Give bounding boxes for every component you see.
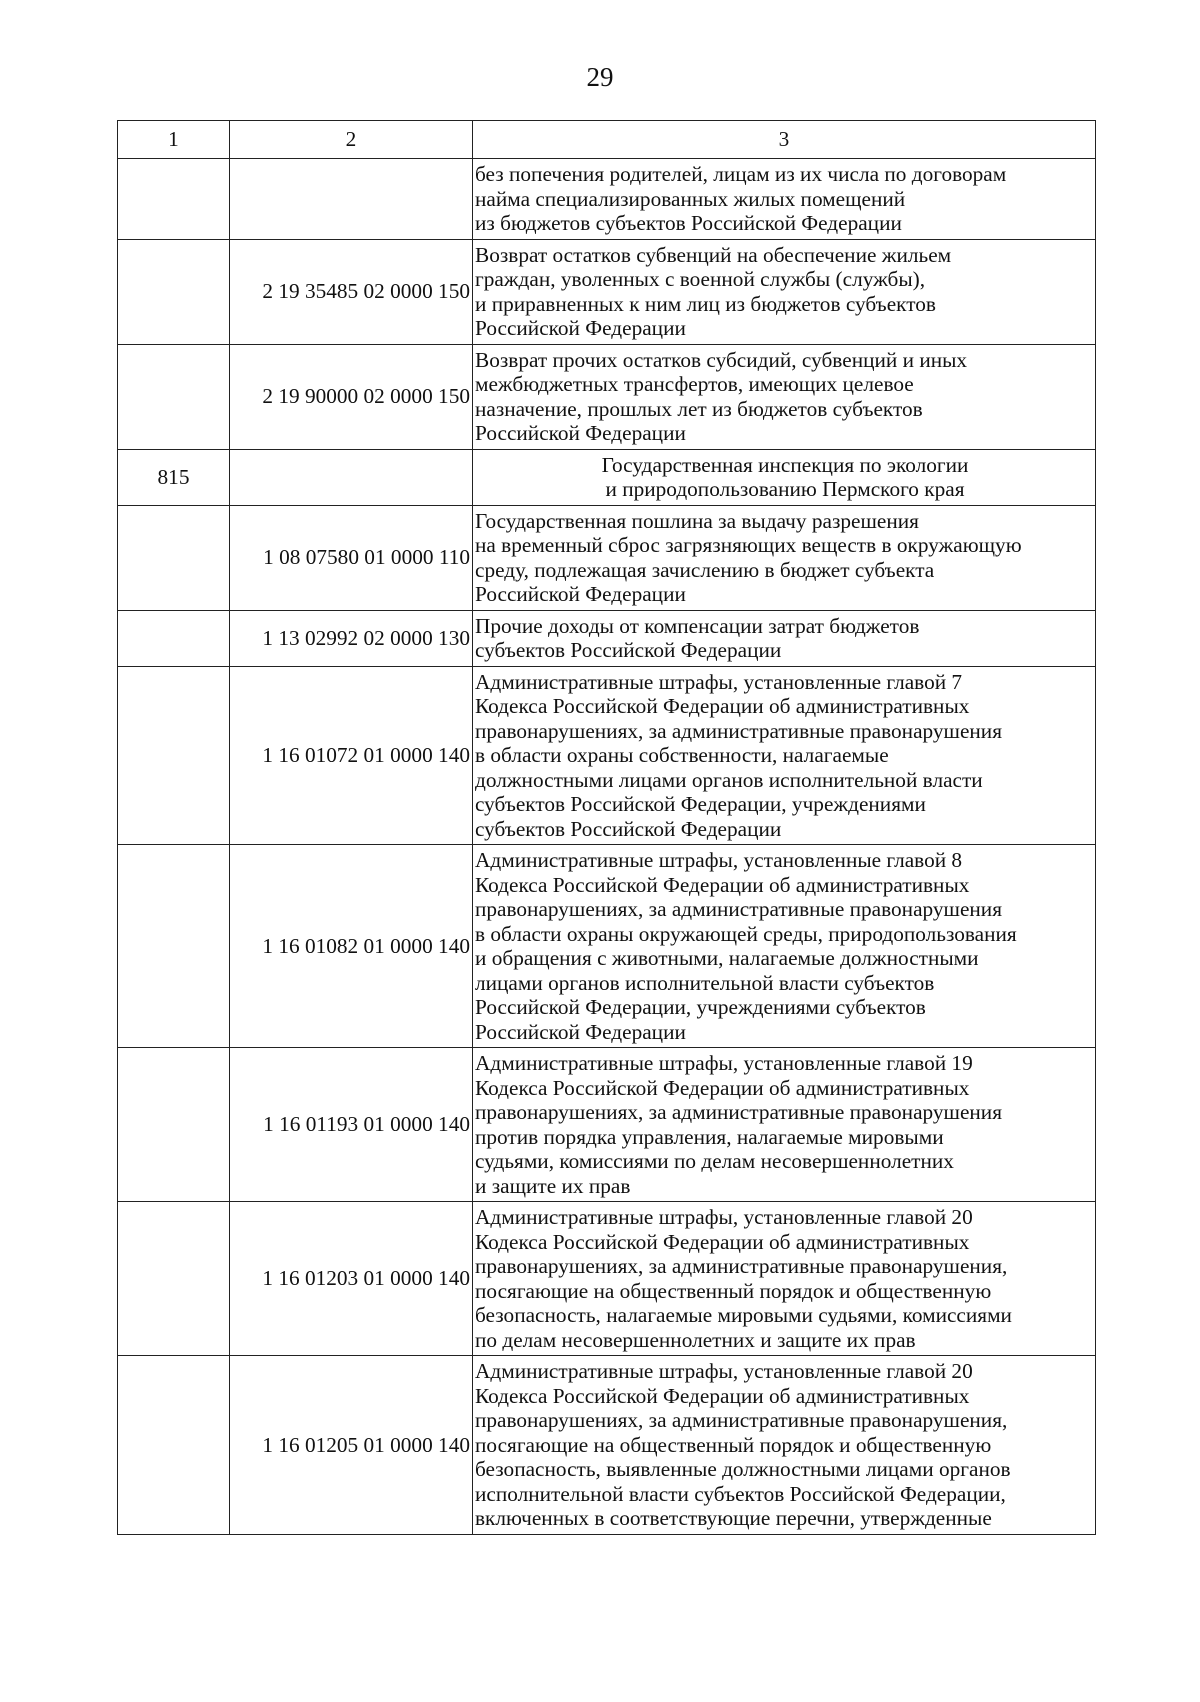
description-line: лицами органов исполнительной власти субъектов — [475, 970, 935, 995]
description-line: назначение, прошлых лет из бюджетов субъектов — [475, 396, 923, 421]
revenue-code-cell — [230, 449, 473, 505]
revenue-code-cell — [230, 159, 473, 240]
description-line: субъектов Российской Федерации — [475, 638, 782, 662]
revenue-description-cell — [473, 159, 1096, 240]
description-line: Кодекса Российской Федерации об административных — [475, 872, 970, 897]
description-line: должностными лицами органов исполнительной власти — [475, 767, 983, 792]
description-line: правонарушениях, за административные правонарушения — [475, 897, 1002, 921]
description-line: найма специализированных жилых помещений — [475, 186, 906, 211]
description-line: и природопользованию Пермского края — [605, 477, 965, 501]
description-line: посягающие на общественный порядок и общественную — [475, 1278, 992, 1303]
revenue-code-cell: 1 16 01072 01 0000 140 — [230, 666, 473, 845]
description-line: Государственная инспекция по экологии — [601, 452, 969, 477]
page-number: 29 — [586, 62, 614, 92]
description-line: и обращения с животными, налагаемые должностными — [475, 946, 979, 970]
admin-code-cell — [118, 845, 230, 1048]
description-line: Российской Федерации — [475, 1019, 686, 1044]
table-row — [118, 344, 1096, 449]
table-row — [118, 845, 1096, 1048]
revenue-code-cell: 1 13 02992 02 0000 130 — [230, 610, 473, 666]
description-line: Кодекса Российской Федерации об административных — [475, 1075, 970, 1100]
admin-code-cell — [118, 239, 230, 344]
description-line: безопасность, выявленные должностными лицами органов — [475, 1457, 1011, 1481]
table-row — [118, 1202, 1096, 1356]
revenue-codes-table — [117, 120, 1096, 1535]
description-line: граждан, уволенных с военной службы (службы), — [475, 267, 926, 291]
description-line: по делам несовершеннолетних и защите их прав — [475, 1327, 916, 1352]
column-header-2: 2 — [230, 121, 473, 159]
column-header-1: 1 — [118, 121, 230, 159]
description-line: судьями, комиссиями по делам несовершеннолетних — [475, 1149, 954, 1173]
revenue-description-cell — [473, 449, 1096, 505]
description-line: Возврат остатков субвенций на обеспечение жильем — [475, 242, 952, 267]
revenue-description-cell — [473, 666, 1096, 845]
description-line: включенных в соответствующие перечни, утвержденные — [475, 1506, 992, 1530]
description-line: безопасность, налагаемые мировыми судьями, комиссиями — [475, 1303, 1012, 1327]
description-line: без попечения родителей, лицам из их числа по договорам — [475, 162, 1007, 186]
description-line: посягающие на общественный порядок и общественную — [475, 1432, 992, 1457]
description-line: Возврат прочих остатков субсидий, субвенций и иных — [475, 347, 968, 372]
description-line: и приравненных к ним лиц из бюджетов субъектов — [475, 291, 936, 316]
description-line: Административные штрафы, установленные главой 20 — [475, 1359, 973, 1383]
revenue-description-cell — [473, 1202, 1096, 1356]
description-line: среду, подлежащая зачислению в бюджет субъекта — [475, 557, 935, 582]
description-line: правонарушениях, за административные правонарушения — [475, 1100, 1002, 1124]
description-line: субъектов Российской Федерации, учреждениями — [475, 792, 926, 816]
revenue-description-cell — [473, 1048, 1096, 1202]
description-line: Государственная пошлина за выдачу разрешения — [475, 508, 919, 533]
description-line: Административные штрафы, установленные главой 8 — [475, 848, 963, 872]
admin-code-cell — [118, 159, 230, 240]
revenue-code-cell: 1 16 01205 01 0000 140 — [230, 1356, 473, 1535]
table-row — [118, 666, 1096, 845]
revenue-description-cell — [473, 505, 1096, 610]
table-row — [118, 1356, 1096, 1535]
description-line: в области охраны собственности, налагаемые — [475, 743, 889, 767]
description-line: правонарушениях, за административные правонарушения, — [475, 1408, 1008, 1432]
description-line: Кодекса Российской Федерации об административных — [475, 1229, 970, 1254]
revenue-description-cell — [473, 239, 1096, 344]
revenue-description-cell — [473, 610, 1096, 666]
description-line: в области охраны окружающей среды, природопользования — [475, 921, 1017, 946]
description-line: и защите их прав — [475, 1173, 631, 1198]
description-line: Административные штрафы, установленные главой 19 — [475, 1051, 973, 1075]
admin-code-cell — [118, 666, 230, 845]
table-row — [118, 610, 1096, 666]
table-row — [118, 239, 1096, 344]
admin-code-cell — [118, 1202, 230, 1356]
revenue-code-cell: 1 08 07580 01 0000 110 — [230, 505, 473, 610]
description-line: Российской Федерации — [475, 582, 686, 606]
revenue-code-cell: 1 16 01193 01 0000 140 — [230, 1048, 473, 1202]
admin-code-cell: 815 — [118, 449, 230, 505]
table-header-row — [118, 121, 1096, 159]
revenue-description-cell — [473, 845, 1096, 1048]
admin-code-cell — [118, 1048, 230, 1202]
admin-code-cell — [118, 1356, 230, 1535]
description-line: Административные штрафы, установленные главой 7 — [475, 669, 963, 694]
revenue-code-cell: 1 16 01203 01 0000 140 — [230, 1202, 473, 1356]
description-line: правонарушениях, за административные правонарушения, — [475, 1254, 1008, 1278]
description-line: правонарушениях, за административные правонарушения — [475, 718, 1002, 743]
table-row — [118, 1048, 1096, 1202]
table-row — [118, 505, 1096, 610]
description-line: межбюджетных трансфертов, имеющих целевое — [475, 372, 914, 396]
description-line: против порядка управления, налагаемые мировыми — [475, 1124, 944, 1149]
revenue-description-cell — [473, 1356, 1096, 1535]
table-row — [118, 449, 1096, 505]
table-row — [118, 159, 1096, 240]
description-line: субъектов Российской Федерации — [475, 816, 782, 841]
revenue-code-cell: 2 19 90000 02 0000 150 — [230, 344, 473, 449]
description-line: Административные штрафы, установленные главой 20 — [475, 1205, 973, 1229]
description-line: Российской Федерации, учреждениями субъектов — [475, 995, 926, 1019]
description-line: Кодекса Российской Федерации об административных — [475, 1383, 970, 1408]
description-line: Российской Федерации — [475, 316, 686, 340]
description-line: Кодекса Российской Федерации об административных — [475, 694, 970, 718]
description-line: на временный сброс загрязняющих веществ в окружающую — [475, 533, 1022, 557]
description-line: Прочие доходы от компенсации затрат бюджетов — [475, 613, 920, 638]
column-header-3: 3 — [473, 121, 1096, 159]
revenue-description-cell — [473, 344, 1096, 449]
admin-code-cell — [118, 505, 230, 610]
revenue-code-cell: 1 16 01082 01 0000 140 — [230, 845, 473, 1048]
admin-code-cell — [118, 344, 230, 449]
revenue-code-cell: 2 19 35485 02 0000 150 — [230, 239, 473, 344]
description-line: Российской Федерации — [475, 421, 686, 445]
description-line: из бюджетов субъектов Российской Федерации — [475, 211, 902, 235]
description-line: исполнительной власти субъектов Российской Федерации, — [475, 1481, 1006, 1506]
admin-code-cell — [118, 610, 230, 666]
